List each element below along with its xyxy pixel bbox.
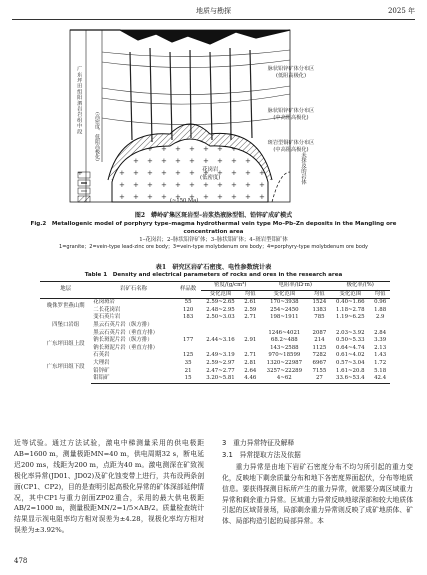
table-cell: 3257~22289 — [266, 367, 303, 374]
left-caption-vertical — [74, 66, 84, 137]
header-rule — [12, 19, 415, 20]
cell-stratum: 晚侏罗世燕山期 — [46, 302, 85, 309]
legend — [78, 172, 90, 202]
table-cell: 0.96 — [374, 299, 387, 306]
table-cell: 钠长斑泥片岩（垂直方排） — [93, 344, 158, 351]
col-name: 岩矿石名称 — [91, 282, 175, 299]
table-row — [40, 375, 390, 383]
table-cell — [370, 322, 390, 330]
table-cell: 2.9 — [375, 314, 385, 321]
table-cell: 2.47~2.77 — [206, 367, 235, 374]
table-cell: 2087 — [312, 329, 327, 336]
table-cell: 254~2450 — [270, 306, 299, 313]
table-cell — [240, 322, 260, 330]
table-cell: 143~2588 — [270, 344, 299, 351]
right-column — [222, 438, 413, 527]
table-cell: 7282 — [312, 352, 327, 359]
table-cell — [240, 345, 260, 353]
terrain-silhouette — [70, 30, 290, 44]
table-cell: 198~1911 — [270, 314, 299, 321]
table-cell: 2.59~2.97 — [206, 359, 235, 366]
table-cell: 214 — [314, 337, 325, 344]
table-cell: 7155 — [312, 367, 327, 374]
left-column — [14, 438, 204, 536]
table-cell: 1.61~20.8 — [336, 367, 365, 374]
table-cell: 铅锌矿 — [93, 367, 110, 374]
table-cell: 变石英片岩 — [93, 314, 121, 321]
table-cell: 1383 — [312, 306, 327, 313]
table-cell: 1320~22987 — [266, 359, 303, 366]
table-cell: 二长花岗岩 — [93, 306, 121, 313]
table-cell: 4.46 — [240, 375, 260, 383]
table-cell: 2.44~3.16 — [206, 337, 235, 344]
table-cell: 1.18~2.78 — [336, 306, 365, 313]
journal-year: 2025 年 — [387, 7, 415, 15]
table-cell: 15 — [176, 375, 201, 383]
col-count: 样品数 — [176, 282, 201, 299]
table-cell — [176, 322, 201, 330]
table-cell: 2.49~3.19 — [206, 352, 235, 359]
col-res-mean: 均值 — [309, 290, 331, 299]
table-cell: 黑云石英片岩（垂直方排） — [93, 329, 158, 336]
table-cell: 大理岩 — [93, 359, 110, 366]
running-header — [0, 6, 427, 20]
figure-caption-zh: 图2 蟒岭矿集区斑岩型–岩浆热液脉型钼、铅锌矿成矿模式 — [134, 212, 293, 219]
density-electrical-table — [40, 281, 390, 384]
table-cell — [260, 322, 308, 330]
table-cell: 27 — [309, 375, 331, 383]
figure-legend-en: 1=granite；2=vein-type lead-zinc ore body；3=vein-type molybdenum ore body；4=porphyry-type molybdenum ore body — [59, 244, 368, 250]
table-cell: 0.57~3.04 — [336, 359, 365, 366]
table-cell: 35 — [184, 359, 192, 366]
table-cell — [201, 345, 241, 353]
table-cell: 2.50~3.03 — [206, 314, 235, 321]
unexplored-body-outline — [272, 172, 290, 202]
section-title: 3 重力异常特征及解释 — [222, 439, 295, 447]
table-cell — [309, 322, 331, 330]
table-cell: 2.91 — [244, 337, 257, 344]
table-cell: 2.81 — [244, 359, 257, 366]
table-cell: 120 — [182, 306, 194, 313]
table-cell: 2.84 — [374, 329, 387, 336]
table-row — [40, 360, 390, 368]
table-cell: 42.4 — [370, 375, 390, 383]
table-cell: 1.19~6.25 — [336, 314, 365, 321]
granite-label: 花岗岩 (低密度) — [200, 167, 221, 181]
table-cell: 6967 — [312, 359, 327, 366]
col-polarization: 极化率/(%) — [330, 282, 390, 291]
zone-label-1: 脉状铅锌矿体分布区 (低阻高极化) — [267, 66, 315, 79]
strata-label: 广东坪田组阳泗岩岩组中段 — [76, 66, 83, 135]
table-cell: 1524 — [312, 299, 327, 306]
table-cell: 170~3938 — [270, 299, 299, 306]
col-stratum: 地层 — [40, 282, 91, 299]
table-cell: 970~18599 — [268, 352, 301, 359]
table-cell: 2.61 — [244, 299, 257, 306]
left-anomaly-label: (高密度、低阻高极化) — [94, 112, 100, 161]
table-cell: 68.2~488 — [270, 337, 298, 344]
col-density: 密度/(g/cm³) — [201, 282, 261, 291]
table-row — [40, 299, 390, 307]
figure-ore-model — [60, 22, 360, 222]
table-cell: 4~62 — [260, 375, 308, 383]
figure-caption-en: Fig.2 Metallogenic model of porphyry type–magma hydrothermal vein type Mo–Pb–Zn deposits in the Mangling ore concentration area — [30, 221, 397, 235]
table-cell: 2.59~2.65 — [206, 299, 235, 306]
table-cell: 21 — [184, 367, 192, 374]
col-res-range: 变化范围 — [260, 290, 308, 299]
table-cell — [176, 330, 201, 338]
table-cell: 2.13 — [374, 344, 387, 351]
table-cell — [330, 322, 370, 330]
table-cell: 1246~4021 — [268, 329, 301, 336]
col-density-mean: 均值 — [240, 290, 260, 299]
table-cell: 55 — [184, 299, 192, 306]
table-body — [40, 299, 390, 384]
table-cell: 3.20~5.81 — [201, 375, 241, 383]
page-number: 478 — [14, 557, 28, 565]
table-title-zh: 表1 研究区岩矿石密度、电性参数统计表 — [155, 264, 272, 271]
table-cell: 2.64 — [244, 367, 257, 374]
table-title-en: Table 1 Density and electrical parameters of rocks and ores in the research area — [84, 272, 343, 278]
zone-label-3: 斑岩型铜矿体分布区 (中高阻高极化) — [267, 140, 315, 153]
figure-legend-zh: 1–花岗岩；2–脉状铅锌矿体；3–脉状钼矿体；4–斑岩型钼矿体 — [139, 237, 288, 243]
table-row — [40, 322, 390, 330]
col-pol-range: 变化范围 — [330, 290, 370, 299]
table-cell: 1125 — [312, 344, 327, 351]
table-cell: 177 — [182, 337, 194, 344]
age-label: (~150 Ma) — [170, 198, 199, 204]
table-cell: 0.50~5.33 — [336, 337, 365, 344]
table-cell — [201, 322, 241, 330]
table-cell: 3.39 — [374, 337, 387, 344]
table-cell: 1.88 — [374, 306, 387, 313]
col-resistivity: 电阻率/(Ω·m) — [260, 282, 330, 291]
table-cell — [201, 330, 241, 338]
table-cell — [240, 330, 260, 338]
table-cell: 785 — [314, 314, 325, 321]
table-row — [40, 337, 390, 345]
table-cell: 0.64~4.74 — [336, 344, 365, 351]
table-cell: 2.48~2.95 — [206, 306, 235, 313]
subsection-title: 3.1 异常提取方法及依据 — [222, 450, 301, 459]
cell-stratum: 广东坪田组上段 — [46, 340, 85, 347]
table-cell: 33.6~53.4 — [330, 375, 370, 383]
table-cell: 0.61~4.02 — [336, 352, 365, 359]
table-row — [40, 314, 390, 322]
table-row — [40, 368, 390, 376]
table-cell: 2.03~3.92 — [336, 329, 365, 336]
table-cell: 钼铅矿 — [91, 375, 175, 383]
table-cell: 125 — [182, 352, 194, 359]
table-cell — [176, 345, 201, 353]
table-cell: 花岗斑岩 — [93, 299, 115, 306]
table-cell: 183 — [182, 314, 194, 321]
left-paragraph: 近等试验。通过方法试验，激电中梯测量采用的供电极距AB=1600 m，测量极距MN=40 m，供电周期32 s，断电延迟200 ms，线距为200 m，点距为40 m。激电测深在矿致视极化率异常(JD01、JD02)及矿化蚀变带上进行，共布设两条剖面(CP1、CP2)，目的是查明引起高极化异常的矿体深部延伸情况，其中CP1与重力剖面ZP02重合，采用的最大供电极距AB/2=1000 m，测量极距MN/2=1/5×AB/2。质量检查统计结果显示视电阻率均方相对误差为±4.28，视极化率均方相对误差为±3.92%。 — [14, 439, 204, 535]
table-cell: 2.71 — [244, 314, 257, 321]
journal-title: 地质与勘探 — [196, 7, 231, 15]
table-cell: 2.59 — [244, 306, 257, 313]
table-cell: 1.72 — [374, 359, 387, 366]
table-cell: 黑云石英片岩（纵方排） — [93, 321, 153, 328]
table-cell: 钠长斑泥片岩（纵方排） — [93, 337, 153, 344]
cell-stratum: 广东坪田组下段 — [46, 363, 85, 370]
table-cell: 2.71 — [244, 352, 257, 359]
table-cell: 5.18 — [374, 367, 387, 374]
unexplored-label: 未探及的岩体 — [300, 152, 306, 185]
zone-label-2: 脉状铅锌矿体分布区 (中高阻高极化) — [267, 108, 315, 121]
table-cell: 0.40~1.66 — [336, 299, 365, 306]
col-density-range: 变化范围 — [201, 290, 241, 299]
right-paragraph: 重力异常是由地下岩矿石密度分布不均匀所引起的重力变化，反映地下剩余质量分布和地下各密度界面起伏，分布等地质信息。要获得探测目标所产生的重力异常，就需要分离区域重力异常和剩余重力异常。区域重力异常反映地球深部和较大地质体引起的区域背景场，局部剩余重力异常则反映了成矿地质体、矿体、局部构造引起的局部异常。本 — [222, 462, 413, 526]
table-cell: 1.43 — [374, 352, 387, 359]
table-row — [40, 352, 390, 360]
table-cell: 石英岩 — [93, 352, 110, 359]
cell-stratum: 四堡口岩组 — [52, 321, 80, 328]
col-pol-mean: 均值 — [370, 290, 390, 299]
